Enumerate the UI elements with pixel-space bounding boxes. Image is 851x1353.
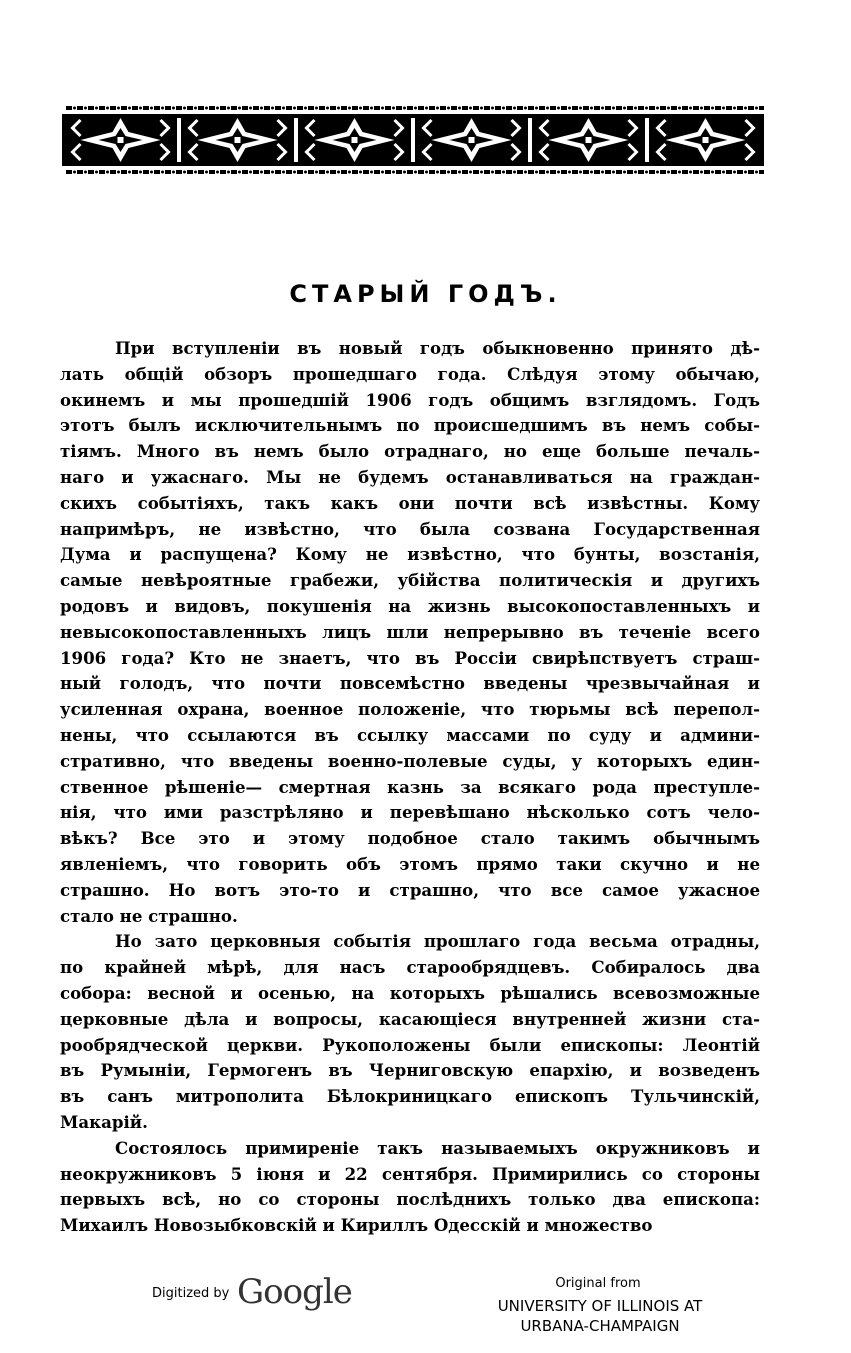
text-line: собора: весной и осенью, на которыхъ рѣшались всевозможные: [60, 982, 760, 1003]
text-line: этотъ былъ исключительнымъ по происшедшимъ въ немъ собы-: [60, 415, 760, 436]
text-line: родовъ и видовъ, покушенія на жизнь высокопоставленныхъ и: [60, 595, 760, 616]
text-line: Дума и распущена? Кому не извѣстно, что бунты, возстанія,: [60, 544, 760, 565]
text-line: самые невѣроятные грабежи, убійства политическія и другихъ: [60, 570, 760, 591]
institution-line-1: UNIVERSITY OF ILLINOIS AT: [497, 1297, 703, 1315]
text-line: по крайней мѣрѣ, для насъ старообрядцевъ. Собиралось два: [60, 957, 760, 978]
institution-line-2: URBANA-CHAMPAIGN: [520, 1317, 680, 1335]
text-line: наго и ужаснаго. Мы не будемъ останавливаться на граждан-: [60, 466, 760, 487]
text-line: страшно. Но вотъ это-то и страшно, что все самое ужасное: [60, 879, 760, 900]
digitized-by-label: Digitized by: [152, 1286, 230, 1301]
google-logo: Google: [237, 1272, 352, 1312]
text-line: ственное рѣшеніе— смертная казнь за всякаго рода преступле-: [60, 776, 760, 797]
ornament-band-icon: [62, 104, 764, 176]
text-line: стративно, что введены военно-полевые суды, у которыхъ един-: [60, 750, 760, 771]
text-line: нія, что ими разстрѣляно и перевѣшано нѣсколько сотъ чело-: [60, 802, 760, 823]
original-from-label: Original from: [555, 1276, 641, 1291]
institution-name: [470, 1296, 730, 1336]
text-line: рообрядческой церкви. Рукоположены были епископы: Леонтій: [60, 1034, 760, 1055]
text-line: Михаилъ Новозыбковскій и Кириллъ Одесскій и множество: [60, 1215, 653, 1236]
text-line: усиленная охрана, военное положеніе, что тюрьмы всѣ перепол-: [60, 699, 760, 720]
text-line: Состоялось примиреніе такъ называемыхъ окружниковъ и: [115, 1137, 760, 1158]
text-line: стало не страшно.: [60, 905, 238, 926]
text-line: явленіемъ, что говорить объ этомъ прямо таки скучно и не: [60, 853, 760, 874]
text-line: невысокопоставленныхъ лицъ шли непрерывно въ теченіе всего: [60, 621, 760, 642]
text-line: нены, что ссылаются въ ссылку массами по суду и админи-: [60, 724, 760, 745]
text-line: первыхъ всѣ, но со стороны послѣднихъ только два епископа:: [60, 1189, 760, 1210]
text-line: лать общій обзоръ прошедшаго года. Слѣдуя этому обычаю,: [60, 363, 760, 384]
text-line: скихъ событіяхъ, такъ какъ они почти всѣ извѣстны. Кому: [60, 492, 760, 513]
text-line: ный голодъ, что почти повсемѣстно введены чрезвычайная и: [60, 673, 760, 694]
page-title: СТАРЫЙ ГОДЪ.: [289, 280, 562, 308]
text-line: неокружниковъ 5 іюня и 22 сентября. Примирились со стороны: [60, 1163, 760, 1184]
text-line: окинемъ и мы прошедшій 1906 годъ общимъ взглядомъ. Годъ: [60, 389, 760, 410]
text-line: въ Румыніи, Гермогенъ въ Черниговскую епархію, и возведенъ: [60, 1060, 760, 1081]
body-text: [60, 336, 760, 1239]
text-line: При вступленіи въ новый годъ обыкновенно принято дѣ-: [115, 338, 760, 358]
text-line: Макарій.: [60, 1111, 148, 1132]
ornament-band: [62, 104, 764, 176]
text-line: Но зато церковныя событія прошлаго года весьма отрадны,: [115, 931, 760, 952]
text-line: тіямъ. Много въ немъ было отраднаго, но еще больше печаль-: [60, 441, 760, 462]
text-line: напримѣръ, не извѣстно, что была созвана Государственная: [60, 518, 760, 539]
scan-footer: [0, 1272, 851, 1346]
text-line: въ санъ митрополита Бѣлокриницкаго епископъ Тульчинскій,: [60, 1086, 760, 1107]
text-line: 1906 года? Кто не знаетъ, что въ Россіи свирѣпствуетъ страш-: [60, 647, 760, 668]
text-line: церковные дѣла и вопросы, касающіеся внутренней жизни ста-: [60, 1008, 760, 1029]
text-line: вѣкъ? Все это и этому подобное стало такимъ обычнымъ: [60, 828, 760, 849]
